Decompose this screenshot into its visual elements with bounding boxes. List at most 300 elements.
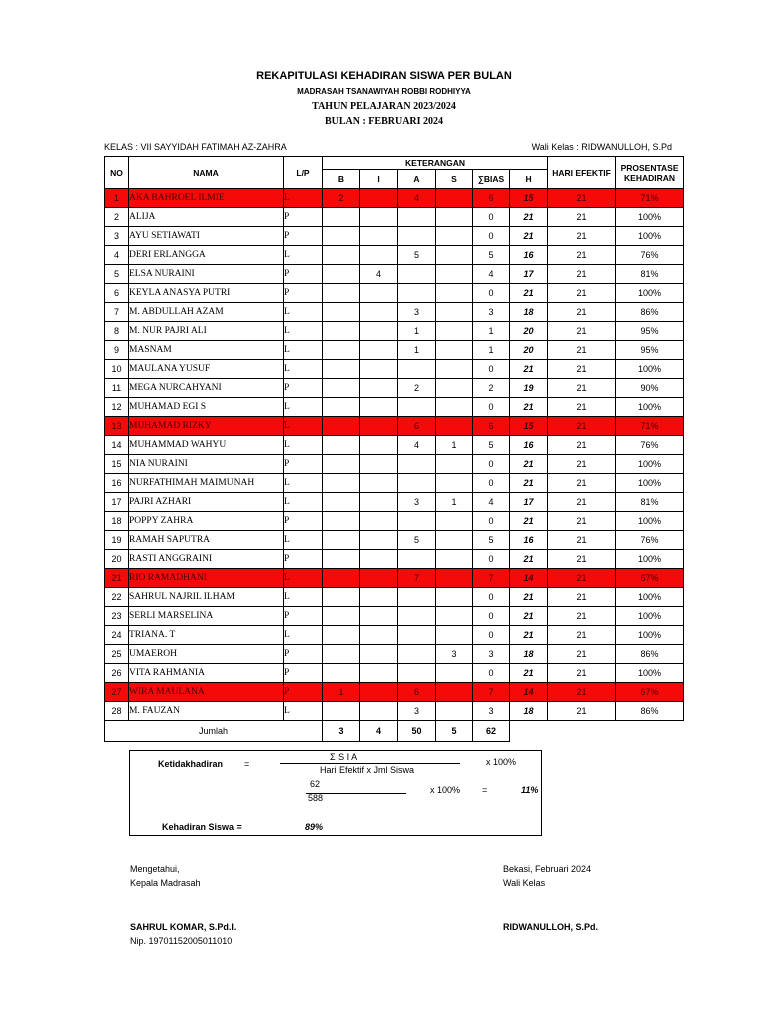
count-b	[323, 626, 360, 645]
count-a	[398, 474, 436, 493]
attendance-pct: 100%	[616, 588, 684, 607]
count-h: 21	[510, 208, 548, 227]
row-no: 12	[105, 398, 129, 417]
row-no: 2	[105, 208, 129, 227]
left-line1: Mengetahui,	[130, 864, 180, 874]
effective-days: 21	[548, 455, 616, 474]
total-label: Jumlah	[105, 721, 323, 742]
effective-days: 21	[548, 531, 616, 550]
count-s	[436, 303, 473, 322]
count-s	[436, 322, 473, 341]
count-a: 7	[398, 569, 436, 588]
count-s	[436, 265, 473, 284]
count-bias: 0	[473, 664, 510, 683]
count-s: 3	[436, 645, 473, 664]
count-h: 18	[510, 303, 548, 322]
count-i	[360, 189, 398, 208]
attendance-pct: 67%	[616, 569, 684, 588]
table-row	[105, 417, 684, 436]
count-bias: 1	[473, 322, 510, 341]
effective-days: 21	[548, 626, 616, 645]
gender: L	[284, 569, 323, 588]
academic-year: TAHUN PELAJARAN 2023/2024	[312, 101, 456, 112]
table-row	[105, 303, 684, 322]
table-row	[105, 550, 684, 569]
count-s	[436, 455, 473, 474]
count-h: 19	[510, 379, 548, 398]
count-a	[398, 455, 436, 474]
count-bias: 0	[473, 398, 510, 417]
count-i	[360, 645, 398, 664]
count-a: 5	[398, 246, 436, 265]
count-b	[323, 379, 360, 398]
attendance-pct: 95%	[616, 341, 684, 360]
table-row	[105, 379, 684, 398]
row-no: 16	[105, 474, 129, 493]
count-s	[436, 341, 473, 360]
count-a: 3	[398, 702, 436, 721]
count-b	[323, 493, 360, 512]
count-a	[398, 208, 436, 227]
count-bias: 0	[473, 227, 510, 246]
count-s	[436, 588, 473, 607]
count-h: 21	[510, 626, 548, 645]
attendance-pct: 71%	[616, 189, 684, 208]
effective-days: 21	[548, 303, 616, 322]
gender: P	[284, 265, 323, 284]
count-s	[436, 569, 473, 588]
total-a: 50	[398, 721, 436, 742]
count-h: 17	[510, 265, 548, 284]
table-row	[105, 474, 684, 493]
row-no: 11	[105, 379, 129, 398]
student-name: MEGA NURCAHYANI	[129, 379, 284, 398]
table-row	[105, 512, 684, 531]
count-s	[436, 626, 473, 645]
count-i	[360, 664, 398, 683]
effective-days: 21	[548, 588, 616, 607]
count-i	[360, 626, 398, 645]
row-no: 3	[105, 227, 129, 246]
student-name: KEYLA ANASYA PUTRI	[129, 284, 284, 303]
effective-days: 21	[548, 474, 616, 493]
attendance-pct: 100%	[616, 208, 684, 227]
count-a: 2	[398, 379, 436, 398]
student-name: SAHRUL NAJRIL ILHAM	[129, 588, 284, 607]
count-h: 16	[510, 246, 548, 265]
count-s	[436, 189, 473, 208]
ketidakhadiran-result: 11%	[521, 785, 539, 795]
gender: L	[284, 341, 323, 360]
count-h: 21	[510, 360, 548, 379]
attendance-pct: 100%	[616, 455, 684, 474]
count-bias: 0	[473, 455, 510, 474]
student-name: RASTI ANGGRAINI	[129, 550, 284, 569]
count-s	[436, 208, 473, 227]
gender: P	[284, 284, 323, 303]
effective-days: 21	[548, 265, 616, 284]
count-s	[436, 664, 473, 683]
count-h: 15	[510, 189, 548, 208]
row-no: 13	[105, 417, 129, 436]
attendance-pct: 81%	[616, 493, 684, 512]
row-no: 14	[105, 436, 129, 455]
count-s	[436, 702, 473, 721]
table-row	[105, 436, 684, 455]
count-a	[398, 664, 436, 683]
count-a: 4	[398, 436, 436, 455]
attendance-pct: 86%	[616, 702, 684, 721]
count-i	[360, 569, 398, 588]
count-bias: 5	[473, 436, 510, 455]
table-row	[105, 702, 684, 721]
row-no: 19	[105, 531, 129, 550]
count-a	[398, 607, 436, 626]
homeroom-name: RIDWANULLOH, S.Pd.	[503, 922, 598, 932]
count-bias: 7	[473, 569, 510, 588]
student-name: MASNAM	[129, 341, 284, 360]
gender: P	[284, 683, 323, 702]
total-b: 3	[323, 721, 360, 742]
formula-equals-1: =	[244, 759, 250, 769]
count-bias: 5	[473, 246, 510, 265]
count-i	[360, 322, 398, 341]
count-b	[323, 436, 360, 455]
class-label: KELAS : VII SAYYIDAH FATIMAH AZ-ZAHRA	[104, 142, 287, 152]
attendance-pct: 100%	[616, 550, 684, 569]
count-i	[360, 493, 398, 512]
gender: L	[284, 398, 323, 417]
signature-left	[130, 862, 201, 890]
count-bias: 0	[473, 607, 510, 626]
row-no: 22	[105, 588, 129, 607]
kehadiran-result: 89%	[305, 822, 324, 832]
gender: P	[284, 512, 323, 531]
count-s	[436, 417, 473, 436]
count-i	[360, 702, 398, 721]
count-s: 1	[436, 493, 473, 512]
header-h: H	[510, 170, 548, 189]
effective-days: 21	[548, 322, 616, 341]
student-name: DERI ERLANGGA	[129, 246, 284, 265]
row-no: 25	[105, 645, 129, 664]
count-bias: 4	[473, 265, 510, 284]
effective-days: 21	[548, 702, 616, 721]
gender: L	[284, 588, 323, 607]
count-bias: 3	[473, 645, 510, 664]
count-bias: 7	[473, 683, 510, 702]
row-no: 26	[105, 664, 129, 683]
header-b: B	[323, 170, 360, 189]
student-name: NIA NURAINI	[129, 455, 284, 474]
gender: P	[284, 379, 323, 398]
table-row	[105, 322, 684, 341]
gender: L	[284, 246, 323, 265]
count-s	[436, 284, 473, 303]
formula-numerator: Σ S I A	[330, 752, 358, 762]
gender: L	[284, 417, 323, 436]
count-b	[323, 341, 360, 360]
effective-days: 21	[548, 398, 616, 417]
gender: L	[284, 702, 323, 721]
table-row	[105, 284, 684, 303]
count-b	[323, 303, 360, 322]
principal-name: SAHRUL KOMAR, S.Pd.I.	[130, 922, 237, 932]
count-bias: 0	[473, 208, 510, 227]
count-a	[398, 512, 436, 531]
count-bias: 4	[473, 493, 510, 512]
gender: L	[284, 360, 323, 379]
table-row	[105, 645, 684, 664]
gender: P	[284, 664, 323, 683]
count-i	[360, 341, 398, 360]
student-name: MUHAMAD EGI S	[129, 398, 284, 417]
attendance-pct: 95%	[616, 322, 684, 341]
count-i	[360, 531, 398, 550]
count-s	[436, 398, 473, 417]
count-h: 16	[510, 436, 548, 455]
attendance-pct: 100%	[616, 607, 684, 626]
count-s: 1	[436, 436, 473, 455]
count-a	[398, 398, 436, 417]
gender: P	[284, 208, 323, 227]
count-i	[360, 512, 398, 531]
count-i	[360, 588, 398, 607]
kehadiran-label: Kehadiran Siswa =	[162, 822, 242, 832]
count-h: 20	[510, 341, 548, 360]
row-no: 4	[105, 246, 129, 265]
gender: L	[284, 189, 323, 208]
count-h: 18	[510, 645, 548, 664]
formula-den-value: 588	[308, 793, 324, 803]
effective-days: 21	[548, 208, 616, 227]
count-a: 5	[398, 531, 436, 550]
count-i	[360, 303, 398, 322]
count-b: 2	[323, 189, 360, 208]
table-row	[105, 246, 684, 265]
count-bias: 6	[473, 417, 510, 436]
total-i: 4	[360, 721, 398, 742]
count-s	[436, 379, 473, 398]
count-s	[436, 531, 473, 550]
gender: L	[284, 493, 323, 512]
student-name: AYU SETIAWATI	[129, 227, 284, 246]
count-s	[436, 474, 473, 493]
count-i	[360, 398, 398, 417]
table-row	[105, 607, 684, 626]
student-name: VITA RAHMANIA	[129, 664, 284, 683]
count-i: 4	[360, 265, 398, 284]
count-bias: 0	[473, 588, 510, 607]
count-i	[360, 455, 398, 474]
count-h: 15	[510, 417, 548, 436]
row-no: 10	[105, 360, 129, 379]
formula-x100-1: x 100%	[486, 757, 517, 767]
gender: L	[284, 436, 323, 455]
signature-right	[503, 862, 591, 890]
effective-days: 21	[548, 360, 616, 379]
effective-days: 21	[548, 550, 616, 569]
count-a	[398, 645, 436, 664]
gender: L	[284, 303, 323, 322]
gender: P	[284, 455, 323, 474]
count-h: 21	[510, 284, 548, 303]
count-b	[323, 607, 360, 626]
count-h: 18	[510, 702, 548, 721]
effective-days: 21	[548, 379, 616, 398]
count-a	[398, 265, 436, 284]
count-bias: 0	[473, 626, 510, 645]
count-h: 14	[510, 683, 548, 702]
count-i	[360, 360, 398, 379]
table-row	[105, 683, 684, 702]
ketidakhadiran-label: Ketidakhadiran	[158, 759, 224, 769]
left-line2: Kepala Madrasah	[130, 878, 201, 888]
effective-days: 21	[548, 341, 616, 360]
count-a: 4	[398, 189, 436, 208]
count-s	[436, 607, 473, 626]
effective-days: 21	[548, 417, 616, 436]
effective-days: 21	[548, 189, 616, 208]
count-i	[360, 607, 398, 626]
formula-equals-2: =	[482, 785, 488, 795]
count-h: 21	[510, 398, 548, 417]
table-row	[105, 626, 684, 645]
student-name: MUHAMMAD WAHYU	[129, 436, 284, 455]
count-i	[360, 474, 398, 493]
attendance-pct: 71%	[616, 417, 684, 436]
table-row	[105, 398, 684, 417]
row-no: 18	[105, 512, 129, 531]
student-name: MAULANA YUSUF	[129, 360, 284, 379]
count-bias: 0	[473, 474, 510, 493]
count-b	[323, 664, 360, 683]
row-no: 8	[105, 322, 129, 341]
count-h: 21	[510, 588, 548, 607]
count-b	[323, 645, 360, 664]
row-no: 15	[105, 455, 129, 474]
student-name: ALIJA	[129, 208, 284, 227]
row-no: 1	[105, 189, 129, 208]
report-month: BULAN : FEBRUARI 2024	[324, 116, 444, 127]
row-no: 7	[105, 303, 129, 322]
right-line1: Bekasi, Februari 2024	[503, 864, 592, 874]
attendance-pct: 81%	[616, 265, 684, 284]
count-a	[398, 550, 436, 569]
count-b: 1	[323, 683, 360, 702]
count-h: 21	[510, 607, 548, 626]
row-no: 6	[105, 284, 129, 303]
count-bias: 2	[473, 379, 510, 398]
count-s	[436, 683, 473, 702]
student-name: POPPY ZAHRA	[129, 512, 284, 531]
row-no: 17	[105, 493, 129, 512]
count-bias: 6	[473, 189, 510, 208]
count-b	[323, 398, 360, 417]
table-row	[105, 664, 684, 683]
attendance-pct: 100%	[616, 626, 684, 645]
total-bias: 62	[473, 721, 510, 742]
count-a: 3	[398, 493, 436, 512]
attendance-pct: 100%	[616, 512, 684, 531]
attendance-pct: 100%	[616, 227, 684, 246]
header-hari-efektif: HARI EFEKTIF	[548, 157, 616, 189]
count-bias: 3	[473, 702, 510, 721]
effective-days: 21	[548, 227, 616, 246]
attendance-pct: 67%	[616, 683, 684, 702]
count-h: 21	[510, 474, 548, 493]
count-b	[323, 569, 360, 588]
header-prosentase: PROSENTASE KEHADIRAN	[616, 157, 684, 189]
count-h: 21	[510, 550, 548, 569]
count-i	[360, 550, 398, 569]
attendance-pct: 76%	[616, 436, 684, 455]
count-i	[360, 417, 398, 436]
table-row	[105, 569, 684, 588]
count-a: 1	[398, 322, 436, 341]
effective-days: 21	[548, 436, 616, 455]
count-h: 17	[510, 493, 548, 512]
count-a	[398, 227, 436, 246]
attendance-pct: 86%	[616, 303, 684, 322]
school-name: MADRASAH TSANAWIYAH ROBBI RODHIYYA	[297, 87, 471, 96]
attendance-pct: 86%	[616, 645, 684, 664]
count-a: 3	[398, 303, 436, 322]
attendance-pct: 100%	[616, 474, 684, 493]
student-name: M. ABDULLAH AZAM	[129, 303, 284, 322]
count-s	[436, 227, 473, 246]
count-s	[436, 512, 473, 531]
table-row	[105, 455, 684, 474]
table-row	[105, 265, 684, 284]
count-b	[323, 474, 360, 493]
count-h: 16	[510, 531, 548, 550]
count-b	[323, 512, 360, 531]
table-row	[105, 208, 684, 227]
student-name: MUHAMAD RIZKY	[129, 417, 284, 436]
row-no: 27	[105, 683, 129, 702]
row-no: 28	[105, 702, 129, 721]
attendance-pct: 76%	[616, 531, 684, 550]
count-bias: 1	[473, 341, 510, 360]
gender: L	[284, 626, 323, 645]
table-row	[105, 493, 684, 512]
count-bias: 0	[473, 550, 510, 569]
table-row	[105, 189, 684, 208]
gender: L	[284, 474, 323, 493]
count-b	[323, 588, 360, 607]
count-h: 14	[510, 569, 548, 588]
attendance-pct: 100%	[616, 398, 684, 417]
count-i	[360, 246, 398, 265]
attendance-table	[104, 156, 684, 742]
effective-days: 21	[548, 246, 616, 265]
total-s: 5	[436, 721, 473, 742]
attendance-pct: 90%	[616, 379, 684, 398]
count-a	[398, 626, 436, 645]
header-a: A	[398, 170, 436, 189]
table-row	[105, 588, 684, 607]
count-b	[323, 531, 360, 550]
count-a	[398, 284, 436, 303]
count-h: 21	[510, 512, 548, 531]
header-lp: L/P	[284, 157, 323, 189]
student-name: SERLI MARSELINA	[129, 607, 284, 626]
student-name: PAJRI AZHARI	[129, 493, 284, 512]
count-bias: 0	[473, 512, 510, 531]
effective-days: 21	[548, 664, 616, 683]
header-keterangan: KETERANGAN	[323, 157, 548, 170]
